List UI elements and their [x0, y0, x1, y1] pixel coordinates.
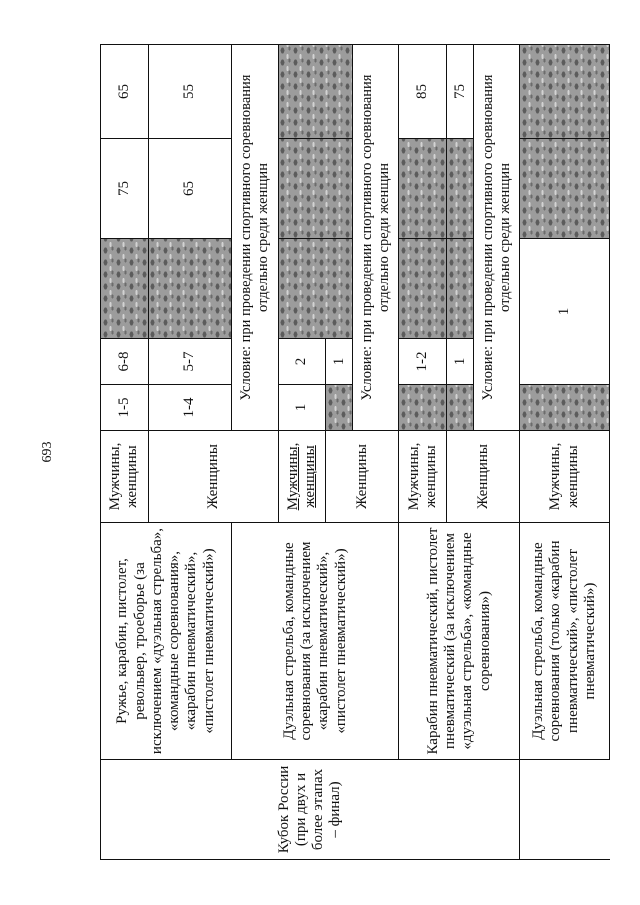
shaded-cell: [520, 139, 610, 239]
points-cell: 75: [101, 139, 149, 239]
shaded-cell: [447, 239, 474, 339]
shaded-cell: [447, 139, 474, 239]
place-cell: 1: [278, 385, 326, 431]
gender-cell: Мужчины, женщины: [278, 431, 326, 523]
discipline-cell: Дуэльная стрельба, командные соревнования (за исключением «карабин пневматический», «пистолет пневматический»): [232, 523, 399, 760]
place-cell: 1-2: [399, 339, 447, 385]
points-cell: 75: [447, 45, 474, 139]
shaded-cell: [520, 45, 610, 139]
gender-cell: Мужчины, женщины: [101, 431, 149, 523]
gender-cell: Женщины: [447, 431, 520, 523]
points-cell: 65: [101, 45, 149, 139]
shaded-cell: [148, 239, 231, 339]
place-cell: 1: [326, 339, 353, 385]
shaded-cell: [520, 385, 610, 431]
gender-cell: Женщины: [326, 431, 399, 523]
place-cell: 1: [520, 239, 610, 385]
table-row: [520, 45, 610, 860]
shaded-cell: [399, 239, 447, 339]
requirements-table: [100, 44, 610, 860]
points-cell: 65: [148, 139, 231, 239]
condition-cell: Условие: при проведении спортивного соревнования отдельно среди женщин: [474, 45, 520, 431]
place-cell: 1-5: [101, 385, 149, 431]
shaded-cell: [278, 239, 353, 339]
competition-name: Кубок России (при двух и более этапах – финал): [101, 760, 520, 860]
place-cell: 5-7: [148, 339, 231, 385]
discipline-cell: Ружье, карабин, пистолет, револьвер, троеборье (за исключением «дуэльная стрельба», «командные соревнования», «карабин пневматический», «пистолет пневматический»): [101, 523, 232, 760]
rotated-table-wrapper: [100, 45, 610, 860]
condition-cell: Условие: при проведении спортивного соревнования отдельно среди женщин: [232, 45, 278, 431]
shaded-cell: [278, 139, 353, 239]
points-cell: 55: [148, 45, 231, 139]
table-row: [399, 45, 447, 860]
shaded-cell: [326, 385, 353, 431]
discipline-cell: Карабин пневматический, пистолет пневматический (за исключением «дуэльная стрельба», «командные соревнования»): [399, 523, 520, 760]
place-cell: 1-4: [148, 385, 231, 431]
place-cell: 6-8: [101, 339, 149, 385]
shaded-cell: [399, 139, 447, 239]
gender-cell: Женщины: [148, 431, 278, 523]
condition-cell: Условие: при проведении спортивного соревнования отдельно среди женщин: [353, 45, 399, 431]
competition-continuation-cell: [520, 760, 610, 860]
shaded-cell: [399, 385, 447, 431]
place-cell: 1: [447, 339, 474, 385]
shaded-cell: [447, 385, 474, 431]
table-row: [101, 45, 149, 860]
gender-cell: Мужчины, женщины: [399, 431, 447, 523]
points-cell: 85: [399, 45, 447, 139]
page-number: 693: [40, 441, 55, 463]
shaded-cell: [278, 45, 353, 139]
shaded-cell: [101, 239, 149, 339]
discipline-cell: Дуэльная стрельба, командные соревнования (только «карабин пневматический», «пистолет пневматический»): [520, 523, 610, 760]
gender-cell: Мужчины, женщины: [520, 431, 610, 523]
place-cell: 2: [278, 339, 326, 385]
